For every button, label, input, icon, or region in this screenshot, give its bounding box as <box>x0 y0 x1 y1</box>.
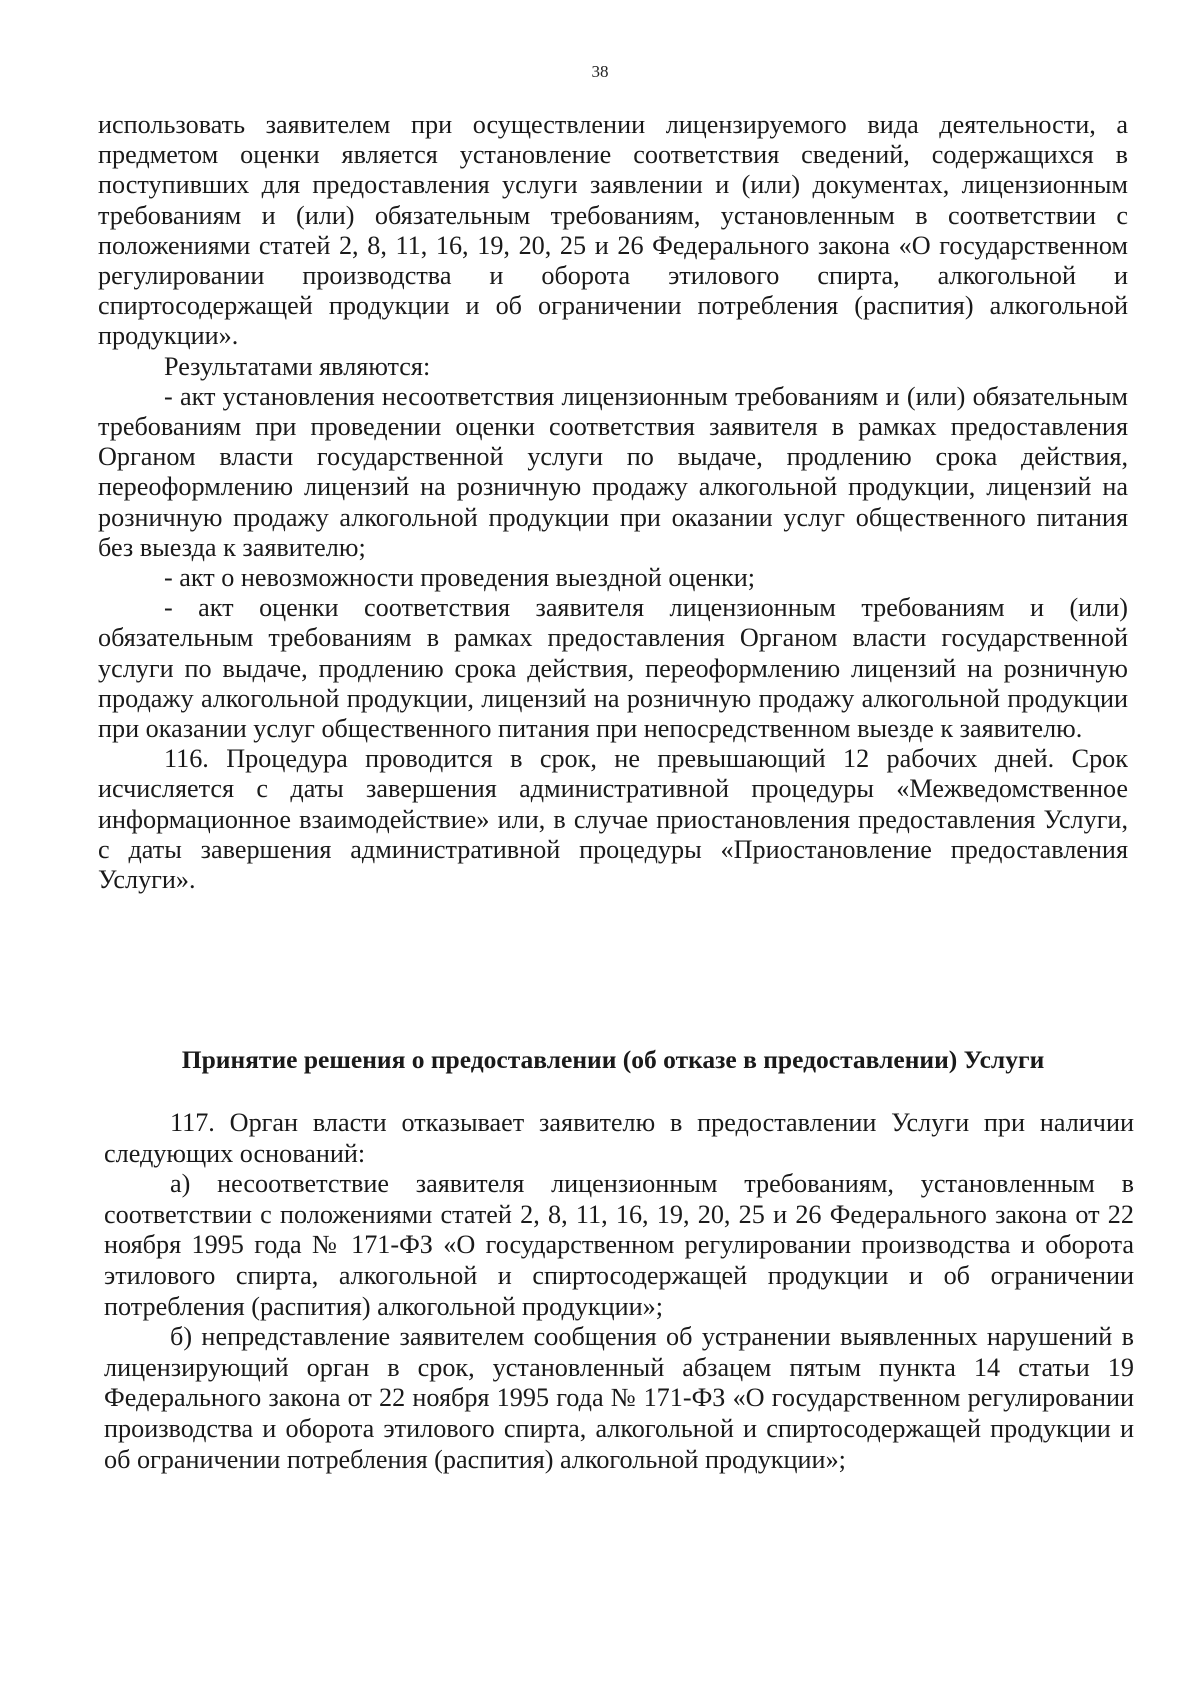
paragraph-result-item-1: - акт установления несоответствия лицензионным требованиям и (или) обязательным требованиям при проведении оценки соответствия заявителя в рамках предоставления Органом власти государственной услуги по выдаче, продлению срока действия, переоформлению лицензий на розничную продажу алкогольной продукции, лицензий на розничную продажу алкогольной продукции при оказании услуг общественного питания без выезда к заявителю; <box>98 381 1128 562</box>
paragraph-result-item-2: - акт о невозможности проведения выездной оценки; <box>164 563 756 593</box>
body-text-top <box>98 110 1128 895</box>
paragraph-116: 116. Процедура проводится в срок, не превышающий 12 рабочих дней. Срок исчисляется с даты завершения административной процедуры «Межведомственное информационное взаимодействие» или, в случае приостановления предоставления Услуги, с даты завершения административной процедуры «Приостановление предоставления Услуги». <box>98 744 1128 895</box>
paragraph-result-item-3: - акт оценки соответствия заявителя лицензионным требованиям и (или) обязательным требованиям в рамках предоставления Органом власти государственной услуги по выдаче, продлению срока действия, переоформлению лицензий на розничную продажу алкогольной продукции, лицензий на розничную продажу алкогольной продукции при оказании услуг общественного питания при непосредственном выезде к заявителю. <box>98 593 1128 744</box>
paragraph-results-intro: Результатами являются: <box>164 351 431 381</box>
paragraph-117-a: а) несоответствие заявителя лицензионным требованиям, установленным в соответствии с положениями статей 2, 8, 11, 16, 19, 20, 25 и 26 Федерального закона от 22 ноября 1995 года № 171-ФЗ «О государственном регулировании производства и оборота этилового спирта, алкогольной и спиртосодержащей продукции и об ограничении потребления (распития) алкогольной продукции»; <box>104 1169 1134 1321</box>
paragraph-117: 117. Орган власти отказывает заявителю в предоставлении Услуги при наличии следующих оснований: <box>104 1108 1134 1168</box>
paragraph-117-b: б) непредставление заявителем сообщения об устранении выявленных нарушений в лицензирующий орган в срок, установленный абзацем пятым пункта 14 статьи 19 Федерального закона от 22 ноября 1995 года № 171-ФЗ «О государственном регулировании производства и оборота этилового спирта, алкогольной и спиртосодержащей продукции и об ограничении потребления (распития) алкогольной продукции»; <box>104 1322 1134 1474</box>
page-number: 38 <box>591 62 609 81</box>
section-heading: Принятие решения о предоставлении (об отказе в предоставлении) Услуги <box>181 1045 1045 1074</box>
paragraph-continuation: использовать заявителем при осуществлении лицензируемого вида деятельности, а предметом оценки является установление соответствия сведений, содержащихся в поступивших для предоставления услуги заявлении и (или) документах, лицензионным требованиям и (или) обязательным требованиям, установленным в соответствии с положениями статей 2, 8, 11, 16, 19, 20, 25 и 26 Федерального закона «О государственном регулировании производства и оборота этилового спирта, алкогольной и спиртосодержащей продукции и об ограничении потребления (распития) алкогольной продукции». <box>98 110 1128 351</box>
body-text-bottom <box>104 1108 1134 1475</box>
